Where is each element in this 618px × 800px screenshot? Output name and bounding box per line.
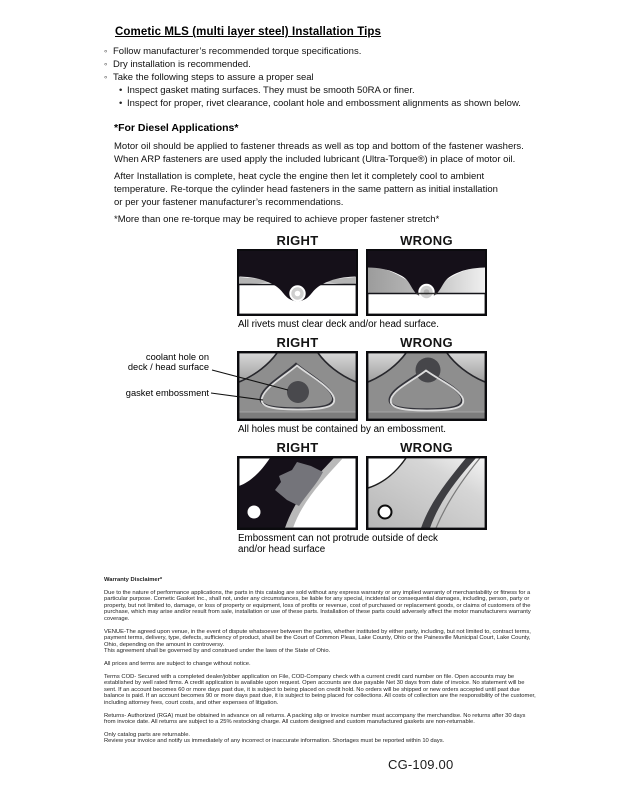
diagram-row2-labels xyxy=(237,336,487,349)
gasket-embossment-annotation: gasket embossment xyxy=(125,388,209,398)
embossment-right-diagram xyxy=(237,351,358,421)
warranty-disclaimer-heading: Warranty Disclaimer* xyxy=(104,577,163,583)
diagrams-section xyxy=(125,233,487,555)
wrong-label: WRONG xyxy=(400,335,453,350)
bolt-hole xyxy=(379,506,392,519)
legal-paragraph: All prices and terms are subject to change without notice. xyxy=(104,660,251,667)
tip-text: Dry installation is recommended. xyxy=(113,59,251,70)
page-title: Cometic MLS (multi layer steel) Installation Tips xyxy=(115,26,382,38)
dot-bullet-icon: • xyxy=(119,85,123,96)
list-item xyxy=(104,45,544,58)
installation-tips-list xyxy=(104,45,544,110)
bottom-band xyxy=(368,412,485,419)
diagram-row3-caption: Embossment can not protrude outside of deck and/or head surface xyxy=(238,533,438,555)
tip-text: Inspect gasket mating surfaces. They must be smooth 50RA or finer. xyxy=(127,85,415,96)
diagram-row3-labels xyxy=(237,441,487,454)
page-number: CG-109.00 xyxy=(388,756,454,772)
coolant-hole xyxy=(287,381,309,403)
bolt-hole xyxy=(248,506,261,519)
list-item xyxy=(104,84,544,97)
circle-bullet-icon: ◦ xyxy=(104,46,108,57)
dot-bullet-icon: • xyxy=(119,98,123,109)
list-item xyxy=(104,97,544,110)
right-label: RIGHT xyxy=(276,440,319,455)
list-item xyxy=(104,58,544,71)
diagram-row2-panels xyxy=(125,351,487,421)
tip-text: Follow manufacturer’s recommended torque specifications. xyxy=(113,46,362,57)
embossment-wrong-diagram xyxy=(366,351,487,421)
legal-paragraph: Only catalog parts are returnable. Review your invoice and notify us immediately of any incorrect or inaccurate information. Shortages must be reported within 10 days. xyxy=(104,731,445,745)
list-item xyxy=(104,71,544,84)
legal-paragraph: Due to the nature of performance applications, the parts in this catalog are sold without any express warranty or any implied warranty of merchantability or fitness for a particular purpose. Cometic Gasket Inc., shall not, under any circumstances, be liable for any special, incidental or consequential damages, including, person, party or property, but not limited to, damage, or loss of property or equipment, loss of profits or revenue, cost of purchased or replacement goods, or claims of customers of the purchase, which may arise and/or result from sale, installation or use of these parts. Installation of these parts could adversely affect the motor manufacturers warranty coverage. xyxy=(104,589,531,622)
tip-text: Inspect for proper, rivet clearance, coolant hole and embossment alignments as shown below. xyxy=(127,98,521,109)
retorque-note: *More than one re-torque may be required to achieve proper fastener stretch* xyxy=(114,214,440,225)
rivet-clearance-wrong-diagram xyxy=(366,249,487,316)
diesel-applications-heading: *For Diesel Applications* xyxy=(114,122,239,134)
diesel-paragraph-2: After Installation is complete, heat cycle the engine then let it completely cool to ambient temperature. Re-torque the cylinder head fasteners in the same pattern as initial installation or per your fastener manufacturer’s recommendations. xyxy=(114,171,498,208)
warranty-disclaimer-section xyxy=(104,577,536,745)
diagram-row1-labels xyxy=(237,234,487,247)
diagram-row3-panels xyxy=(237,456,487,530)
legal-paragraph: Terms COD- Secured with a completed dealer/jobber application on File, COD-Company check with a current credit card number on file. Open accounts may be established by well rated firms. A credit application is available upon request. Open accounts are due payable Net 30 days from date of invoice. No statement will be sent. If an account becomes 60 or more days past due, it is subject to being placed on credit hold. No orders will be shipped or new orders accepted until past due balance is paid. If an account becomes 90 or more days past due, it is subject to being placed for collections. All costs of collection are the responsibility of the customer, including attorney fees, court costs, and other expenses of litigation. xyxy=(104,673,536,706)
protrusion-wrong-diagram xyxy=(366,456,487,530)
page-content xyxy=(104,26,544,772)
right-label: RIGHT xyxy=(276,335,319,350)
bottom-band xyxy=(239,412,356,419)
right-label: RIGHT xyxy=(276,233,319,248)
protrusion-right-diagram xyxy=(237,456,358,530)
diagram-row2-caption: All holes must be contained by an embossment. xyxy=(238,424,447,435)
wrong-label: WRONG xyxy=(400,440,453,455)
rivet-clearance-right-diagram xyxy=(237,249,358,316)
coolant-hole-annotation: coolant hole on deck / head surface xyxy=(127,352,209,372)
circle-bullet-icon: ◦ xyxy=(104,59,108,70)
diagram-row1-panels xyxy=(237,249,487,316)
circle-bullet-icon: ◦ xyxy=(104,72,108,83)
diagram-row1-caption: All rivets must clear deck and/or head surface. xyxy=(238,319,439,330)
diesel-paragraph-1: Motor oil should be applied to fastener threads as well as top and bottom of the fastener washers. When ARP fasteners are used apply the included lubricant (Ultra-Torque®) in place of motor oil. xyxy=(114,141,524,165)
legal-paragraph: Returns- Authorized (RGA) must be obtained in advance on all returns. A packing slip or invoice number must accompany the merchandise. No returns after 30 days from invoice date. All returns are subject to a 25% restocking charge. All custom designed and custom manufactured gaskets are non-returnable. xyxy=(104,712,526,726)
tip-text: Take the following steps to assure a proper seal xyxy=(113,72,314,83)
wrong-label: WRONG xyxy=(400,233,453,248)
legal-paragraph: VENUE-The agreed upon venue, in the event of dispute whatsoever between the parties, whether instituted by either party, including, but not limited to, contract terms, payment terms, delivery, type, defects, sufficiency of product, shall be the Court of Common Pleas, Lake County, Ohio or the Painesville Municipal Court, Lake County, Ohio, depending on the amount in controversy. This agreement shall be governed by and construed under the laws of the State of Ohio. xyxy=(104,628,531,655)
coolant-hole-outside xyxy=(416,358,441,383)
